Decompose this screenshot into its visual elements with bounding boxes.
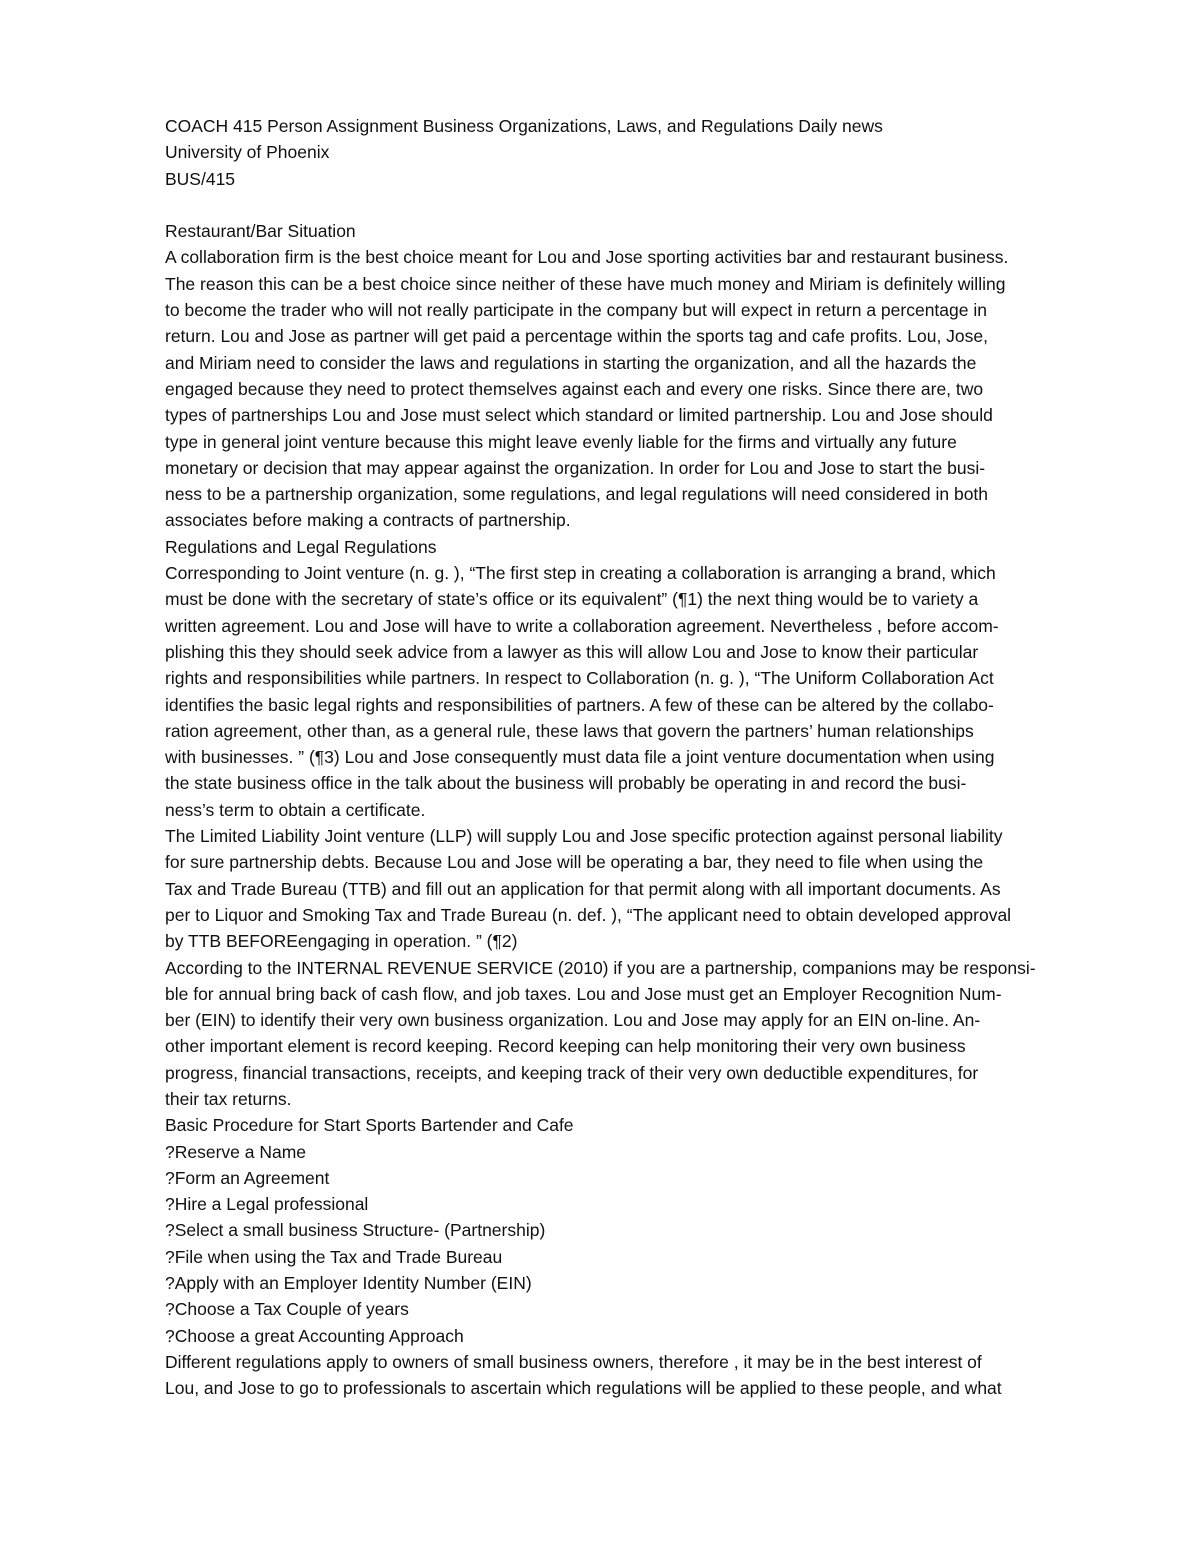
text-line: ?File when using the Tax and Trade Bureau xyxy=(165,1246,503,1267)
text-line: types of partnerships Lou and Jose must select which standard or limited partnership. Lou and Jose should xyxy=(165,405,993,426)
text-line: with businesses. ” (¶3) Lou and Jose consequently must data file a joint venture documentation when using xyxy=(165,747,995,768)
text-line: return. Lou and Jose as partner will get paid a percentage within the sports tag and cafe profits. Lou, Jose, xyxy=(165,326,988,347)
school-name: University of Phoenix xyxy=(165,142,330,163)
text-line: per to Liquor and Smoking Tax and Trade Bureau (n. def. ), “The applicant need to obtain developed approval xyxy=(165,904,1012,925)
document-body xyxy=(165,113,1125,1402)
blank-line xyxy=(165,192,1125,218)
text-line: rights and responsibilities while partners. In respect to Collaboration (n. g. ), “The Uniform Collaboration Act xyxy=(165,668,994,689)
section-body xyxy=(165,244,1125,533)
text-line: The Limited Liability Joint venture (LLP) will supply Lou and Jose specific protection against personal liability xyxy=(165,826,1003,847)
text-line: the state business office in the talk about the business will probably be operating in and record the busi- xyxy=(165,773,967,794)
section-heading: Restaurant/Bar Situation xyxy=(165,221,356,242)
text-line: Corresponding to Joint venture (n. g. ), “The first step in creating a collaboration is arranging a brand, which xyxy=(165,563,996,584)
text-line: ?Choose a great Accounting Approach xyxy=(165,1325,464,1346)
text-line: ber (EIN) to identify their very own business organization. Lou and Jose may apply for an EIN on-line. An- xyxy=(165,1010,981,1031)
text-line: to become the trader who will not really participate in the company but will expect in return a percentage in xyxy=(165,300,987,321)
text-line: for sure partnership debts. Because Lou and Jose will be operating a bar, they need to file when using the xyxy=(165,852,984,873)
text-line: ?Select a small business Structure- (Partnership) xyxy=(165,1220,546,1241)
text-line: ness’s term to obtain a certificate. xyxy=(165,799,426,820)
document-title: COACH 415 Person Assignment Business Organizations, Laws, and Regulations Daily news xyxy=(165,116,883,136)
text-line: other important element is record keeping. Record keeping can help monitoring their very own business xyxy=(165,1036,966,1057)
text-line: A collaboration firm is the best choice meant for Lou and Jose sporting activities bar and restaurant business. xyxy=(165,247,1009,268)
text-line: identifies the basic legal rights and responsibilities of partners. A few of these can be altered by the collabo- xyxy=(165,694,994,715)
text-line: According to the INTERNAL REVENUE SERVICE (2010) if you are a partnership, companions may be responsi- xyxy=(165,957,1036,978)
text-line: ?Reserve a Name xyxy=(165,1141,307,1162)
text-line: ?Choose a Tax Couple of years xyxy=(165,1299,409,1320)
text-line: ?Apply with an Employer Identity Number (EIN) xyxy=(165,1273,532,1294)
text-line: plishing this they should seek advice from a lawyer as this will allow Lou and Jose to know their particular xyxy=(165,641,979,662)
text-line: ?Form an Agreement xyxy=(165,1167,330,1188)
text-line: and Miriam need to consider the laws and regulations in starting the organization, and all the hazards the xyxy=(165,352,977,373)
course-code: BUS/415 xyxy=(165,168,236,189)
section-heading: Basic Procedure for Start Sports Bartender and Cafe xyxy=(165,1115,574,1136)
text-line: monetary or decision that may appear against the organization. In order for Lou and Jose to start the busi- xyxy=(165,457,986,478)
text-line: progress, financial transactions, receipts, and keeping track of their very own deductible expenditures, for xyxy=(165,1062,979,1083)
text-line: associates before making a contracts of partnership. xyxy=(165,510,571,531)
text-line: type in general joint venture because this might leave evenly liable for the firms and virtually any future xyxy=(165,431,957,452)
text-line: ?Hire a Legal professional xyxy=(165,1194,369,1215)
text-line: Lou, and Jose to go to professionals to ascertain which regulations will be applied to these people, and what xyxy=(165,1378,1002,1399)
text-line: by TTB BEFOREengaging in operation. ” (¶2) xyxy=(165,931,518,952)
text-line: Tax and Trade Bureau (TTB) and fill out an application for that permit along with all important documents. As xyxy=(165,878,1001,899)
section-body xyxy=(165,560,1125,1112)
section-body xyxy=(165,1139,1125,1402)
text-line: must be done with the secretary of state’s office or its equivalent” (¶1) the next thing would be to variety a xyxy=(165,589,979,610)
text-line: written agreement. Lou and Jose will have to write a collaboration agreement. Nevertheless , before accom- xyxy=(165,615,999,636)
text-line: ration agreement, other than, as a general rule, these laws that govern the partners’ human relationships xyxy=(165,720,974,741)
text-line: The reason this can be a best choice since neither of these have much money and Miriam is definitely willing xyxy=(165,273,1006,294)
text-line: Different regulations apply to owners of small business owners, therefore , it may be in the best interest of xyxy=(165,1351,982,1372)
text-line: ble for annual bring back of cash flow, and job taxes. Lou and Jose must get an Employer Recognition Num- xyxy=(165,983,1002,1004)
section-heading: Regulations and Legal Regulations xyxy=(165,536,437,557)
text-line: their tax returns. xyxy=(165,1088,292,1109)
text-line: engaged because they need to protect themselves against each and every one risks. Since there are, two xyxy=(165,378,984,399)
text-line: ness to be a partnership organization, some regulations, and legal regulations will need considered in both xyxy=(165,484,989,505)
